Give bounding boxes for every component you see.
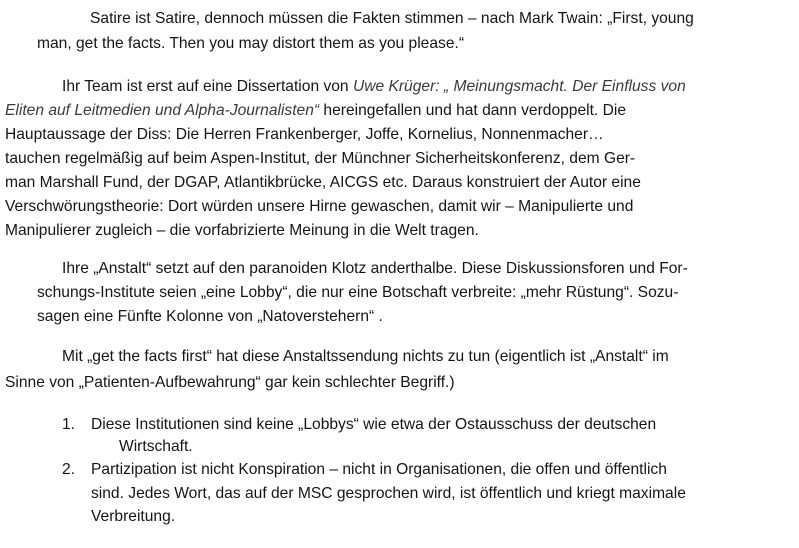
paragraph-3-line-2: schungs-Institute seien „eine Lobby“, die nur eine Botschaft verbreite: „mehr Rüstung“. Sozu- — [37, 284, 679, 301]
list-item-1-line-1: Diese Institutionen sind keine „Lobbys“ wie etwa der Ostausschuss der deutschen — [91, 416, 657, 433]
paragraph-4-line-2: Sinne von „Patienten-Aufbewahrung“ gar kein schlechter Begriff.) — [5, 374, 455, 391]
paragraph-4-line-1: Mit „get the facts first“ hat diese Anstaltssendung nichts zu tun (eigentlich ist „Anstalt“ im — [62, 348, 669, 365]
paragraph-3-line-3: sagen eine Fünfte Kolonne von „Natoverstehern“ . — [37, 308, 383, 325]
dissertation-title-cont: Eliten auf Leitmedien und Alpha-Journalisten“ — [5, 102, 320, 119]
paragraph-2-line-4: tauchen regelmäßig auf beim Aspen-Institut, der Münchner Sicherheitskonferenz, dem Ger- — [5, 150, 636, 167]
paragraph-2-line-3: Hauptaussage der Diss: Die Herren Frankenberger, Joffe, Kornelius, Nonnenmacher… — [5, 126, 604, 143]
paragraph-2-line-5: man Marshall Fund, der DGAP, Atlantikbrücke, AICGS etc. Daraus konstruiert der Autor eine — [5, 174, 641, 191]
list-item-1-number: 1. — [62, 416, 76, 433]
paragraph-1-line-2: man, get the facts. Then you may distort them as you please.“ — [37, 35, 465, 52]
list-item-2-line-3: Verbreitung. — [91, 508, 176, 525]
paragraph-2-line-2 — [5, 100, 626, 122]
paragraph-2-line-1 — [62, 76, 686, 98]
list-item-2-number: 2. — [62, 461, 76, 478]
list-item-2-line-2: sind. Jedes Wort, das auf der MSC gesprochen wird, ist öffentlich und kriegt maximale — [91, 485, 686, 502]
list-item-1-line-2: Wirtschaft. — [119, 438, 193, 455]
paragraph-2-line-6: Verschwörungstheorie: Dort würden unsere Hirne gewaschen, damit wir – Manipulierte und — [5, 198, 634, 215]
dissertation-title: Uwe Krüger: „ Meinungsmacht. Der Einfluss von — [352, 78, 686, 95]
list-item-2-line-1: Partizipation ist nicht Konspiration – nicht in Organisationen, die offen und öffentlich — [91, 461, 667, 478]
paragraph-1-line-1: Satire ist Satire, dennoch müssen die Fakten stimmen – nach Mark Twain: „First, young — [90, 10, 694, 27]
paragraph-3-line-1: Ihre „Anstalt“ setzt auf den paranoiden Klotz anderthalbe. Diese Diskussionsforen und For- — [62, 260, 688, 277]
paragraph-2-text: hereingefallen und hat dann verdoppelt. Die — [319, 102, 626, 119]
paragraph-2-text: Ihr Team ist erst auf eine Dissertation von — [62, 78, 353, 95]
paragraph-2-line-7: Manipulierer zugleich – die vorfabrizierte Meinung in die Welt tragen. — [5, 222, 479, 239]
